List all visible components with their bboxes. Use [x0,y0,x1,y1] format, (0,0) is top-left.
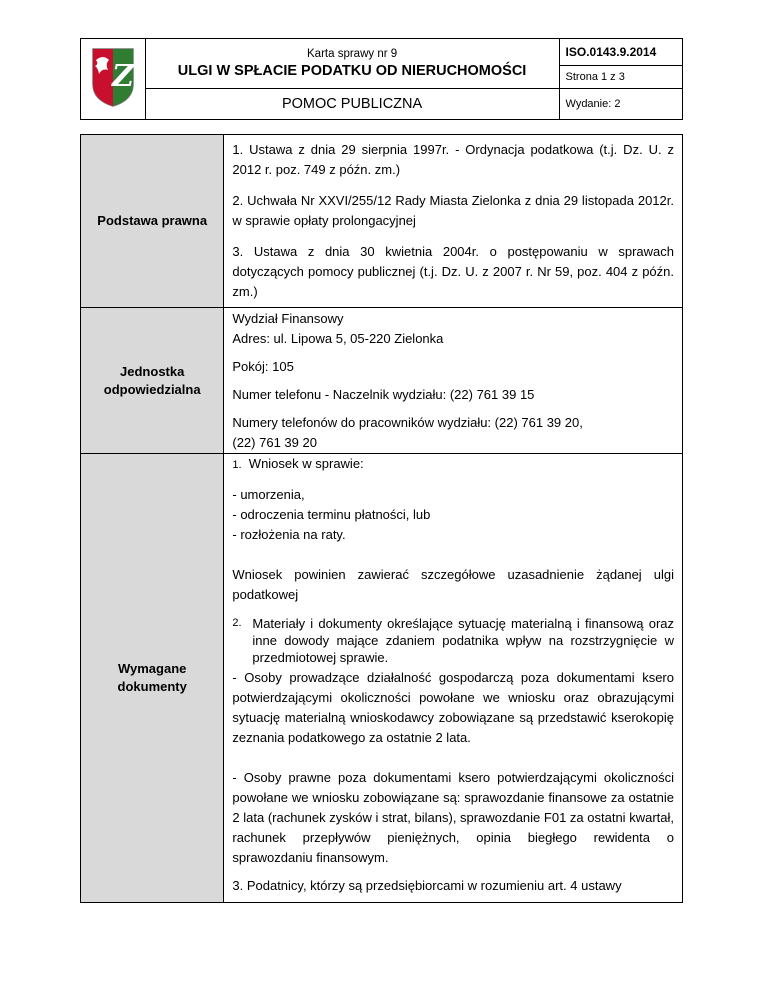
logo-cell [81,39,146,120]
required-documents-label [81,454,224,903]
doc-item-1-text: Wniosek w sprawie: [248,456,364,471]
staff-phones-line2: (22) 761 39 20 [232,434,317,450]
row-responsible-unit [81,308,683,454]
doc-item-2-text: Materiały i dokumenty określające sytuację materialną i finansową oraz inne dowody mające zdaniem podatnika wpływ na rozstrzygnięcie w przedmiotowej sprawie. [252,616,674,665]
department-address: Adres: ul. Lipowa 5, 05-220 Zielonka [232,330,444,346]
doc-item-2 [232,615,674,666]
page-number: Strona 1 z 3 [559,66,682,89]
doc-item-2-number: 2. [232,617,242,629]
legal-basis-content [224,135,683,308]
legal-item-2: 2. Uchwała Nr XXVI/255/12 Rady Miasta Zielonka z dnia 29 listopada 2012r. w sprawie opłaty prolongacyjnej [232,193,674,228]
bullet-3: - rozłożenia na raty. [232,527,346,542]
responsible-unit-label-line1: Jednostka [120,363,185,379]
room-number: Pokój: 105 [232,358,294,374]
justification-note: Wniosek powinien zawierać szczegółowe uzasadnienie żądanej ulgi podatkowej [232,567,674,602]
required-documents-label-line1: Wymagane [117,661,187,676]
title-cell [145,39,559,89]
legal-item-1: 1. Ustawa z dnia 29 sierpnia 1997r. - Ordynacja podatkowa (t.j. Dz. U. z 2012 r. poz. 749 z późn. zm.) [232,142,674,177]
responsible-unit-label [81,308,224,454]
case-number: Karta sprawy nr 9 [307,48,398,60]
business-persons-note: - Osoby prowadzące działalność gospodarczą poza dokumentami ksero potwierdzającymi okoliczności powołane we wniosku oraz obrazującymi sytuację materialną wnioskodawcy zobowiązane są przedstawić kserokopię zeznania podatkowego za ostatnie 2 lata. [232,670,674,745]
legal-basis-label: Podstawa prawna [81,135,224,308]
document-header [80,38,683,120]
subtitle: POMOC PUBLICZNA [145,89,559,120]
staff-phones-line1: Numery telefonów do pracowników wydziału: (22) 761 39 20, [232,414,583,430]
required-documents-content [224,454,683,903]
required-documents-label-line2: dokumenty [117,679,187,694]
row-required-documents [81,454,683,903]
responsible-unit-content [224,308,683,454]
responsible-unit-label-line2: odpowiedzialna [103,381,201,397]
doc-item-3: 3. Podatnicy, którzy są przedsiębiorcami w rozumieniu art. 4 ustawy [232,878,622,893]
row-legal-basis [81,135,683,308]
bullet-2: - odroczenia terminu płatności, lub [232,507,431,522]
info-table [80,134,683,903]
page-title: ULGI W SPŁACIE PODATKU OD NIERUCHOMOŚCI [177,63,527,79]
legal-item-3: 3. Ustawa z dnia 30 kwietnia 2004r. o postępowaniu w sprawach dotyczących pomocy publicznej (t.j. Dz. U. z 2007 r. Nr 59, poz. 404 z późn. zm.) [232,244,674,299]
department-name: Wydział Finansowy [232,310,344,326]
bullet-1: - umorzenia, [232,487,305,502]
doc-item-1-number: 1. [232,459,242,471]
crest-icon [90,46,136,108]
doc-item-1 [232,454,674,475]
iso-number: ISO.0143.9.2014 [559,39,682,66]
head-phone: Numer telefonu - Naczelnik wydziału: (22) 761 39 15 [232,386,535,402]
legal-persons-note: - Osoby prawne poza dokumentami ksero potwierdzającymi okoliczności powołane we wniosku zobowiązane są: sprawozdanie finansowe za ostatnie 2 lata (rachunek zysków i strat, bilans), sprawozdanie F01 za ostatni kwartał, rachunek przepływów pieniężnych, opinia biegłego rewidenta o sprawozdaniu finansowym. [232,770,674,865]
edition: Wydanie: 2 [559,89,682,120]
crest-letter: Z [111,58,134,94]
